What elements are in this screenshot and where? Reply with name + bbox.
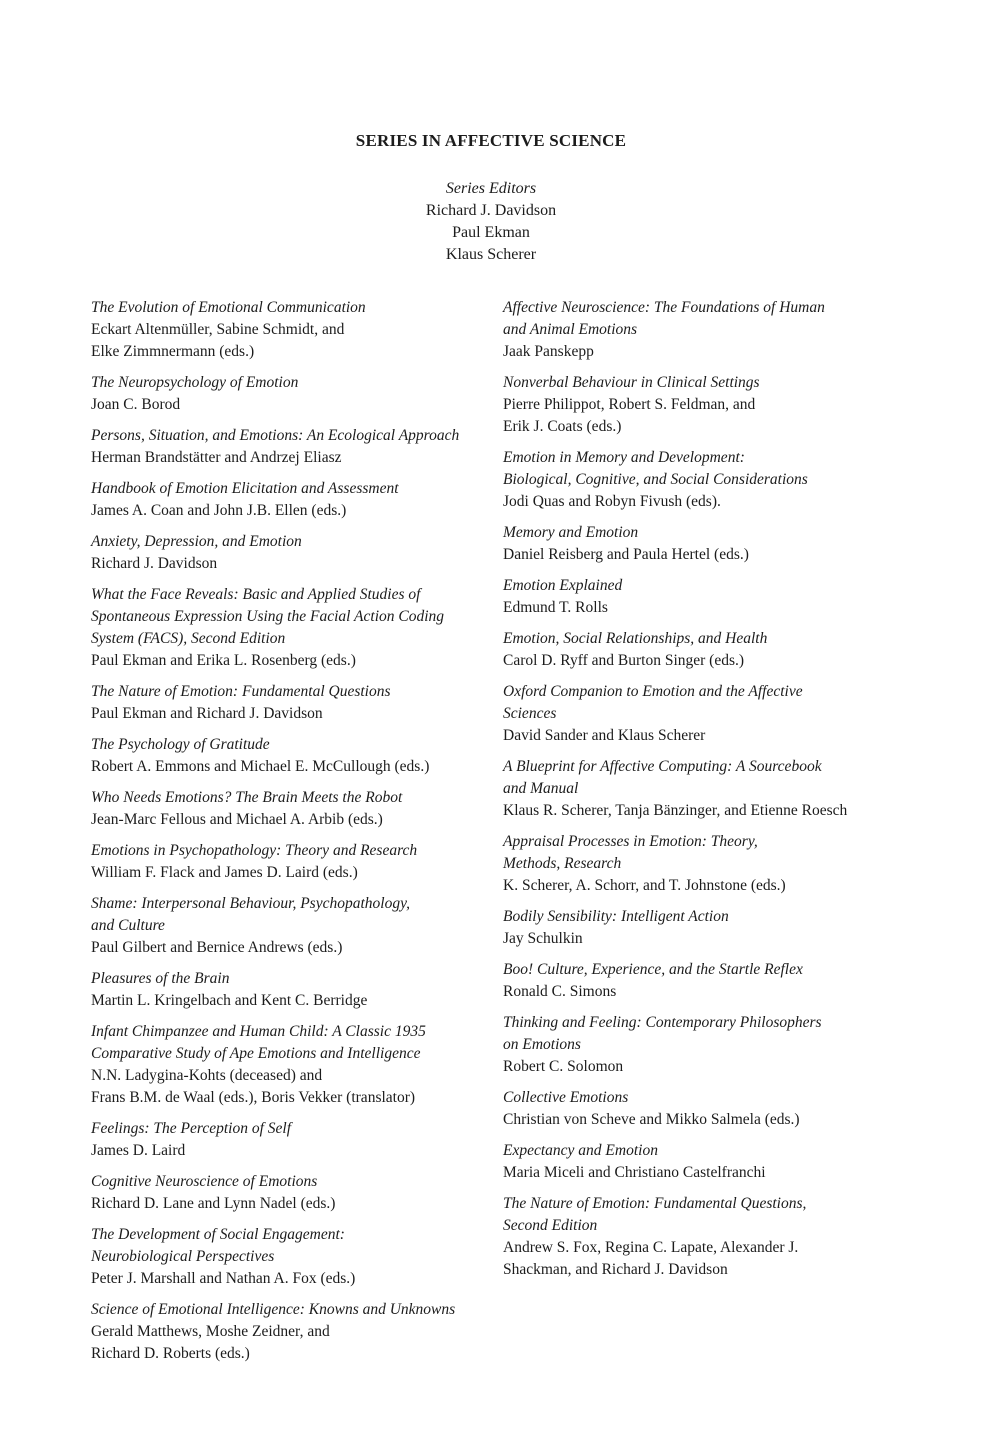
book-authors: Carol D. Ryff and Burton Singer (eds.) bbox=[503, 652, 745, 669]
series-editors bbox=[0, 178, 982, 266]
book-entry bbox=[503, 575, 903, 619]
book-entry bbox=[503, 1087, 903, 1131]
book-entry bbox=[91, 968, 486, 1012]
book-title: What the Face Reveals: Basic and Applied Studies of Spontaneous Expression Using the Facial Action Coding System (FACS), Second Edition bbox=[91, 586, 445, 647]
book-entry bbox=[91, 531, 486, 575]
book-title: Who Needs Emotions? The Brain Meets the Robot bbox=[91, 789, 403, 806]
book-authors: Pierre Philippot, Robert S. Feldman, and Erik J. Coats (eds.) bbox=[503, 396, 756, 435]
book-entry bbox=[91, 584, 486, 672]
book-title: Affective Neuroscience: The Foundations of Human and Animal Emotions bbox=[503, 299, 825, 338]
book-entry bbox=[91, 840, 486, 884]
book-authors: Martin L. Kringelbach and Kent C. Berridge bbox=[91, 992, 368, 1009]
book-title: Cognitive Neuroscience of Emotions bbox=[91, 1173, 318, 1190]
book-entry bbox=[91, 1171, 486, 1215]
book-title: Handbook of Emotion Elicitation and Assessment bbox=[91, 480, 399, 497]
book-entry bbox=[91, 425, 486, 469]
series-editor: Klaus Scherer bbox=[445, 246, 537, 263]
book-authors: Robert C. Solomon bbox=[503, 1058, 624, 1075]
book-authors: Jay Schulkin bbox=[503, 930, 583, 947]
book-authors: Paul Ekman and Erika L. Rosenberg (eds.) bbox=[91, 652, 356, 669]
book-entry bbox=[91, 787, 486, 831]
book-entry bbox=[503, 1012, 903, 1078]
book-title: Thinking and Feeling: Contemporary Philosophers on Emotions bbox=[503, 1014, 822, 1053]
book-authors: Robert A. Emmons and Michael E. McCullough (eds.) bbox=[91, 758, 430, 775]
book-authors: Joan C. Borod bbox=[91, 396, 181, 413]
book-title: Science of Emotional Intelligence: Knowns and Unknowns bbox=[91, 1301, 456, 1318]
book-authors: Herman Brandstätter and Andrzej Eliasz bbox=[91, 449, 342, 466]
book-authors: Jodi Quas and Robyn Fivush (eds). bbox=[503, 493, 721, 510]
book-authors: William F. Flack and James D. Laird (eds.) bbox=[91, 864, 358, 881]
book-title: Boo! Culture, Experience, and the Startle Reflex bbox=[503, 961, 803, 978]
book-authors: James A. Coan and John J.B. Ellen (eds.) bbox=[91, 502, 347, 519]
book-title: A Blueprint for Affective Computing: A Sourcebook and Manual bbox=[503, 758, 822, 797]
book-authors: Maria Miceli and Christiano Castelfranchi bbox=[503, 1164, 766, 1181]
book-title: Bodily Sensibility: Intelligent Action bbox=[503, 908, 729, 925]
book-entry bbox=[91, 1299, 486, 1365]
book-title: The Evolution of Emotional Communication bbox=[91, 299, 366, 316]
book-title: Memory and Emotion bbox=[503, 524, 639, 541]
series-editor: Richard J. Davidson bbox=[425, 202, 557, 219]
book-title: Emotion, Social Relationships, and Health bbox=[503, 630, 768, 647]
right-book-list bbox=[503, 297, 903, 1290]
book-authors: Peter J. Marshall and Nathan A. Fox (eds.) bbox=[91, 1270, 356, 1287]
book-entry bbox=[503, 628, 903, 672]
book-authors: Paul Ekman and Richard J. Davidson bbox=[91, 705, 323, 722]
book-entry bbox=[503, 681, 903, 747]
book-title: Anxiety, Depression, and Emotion bbox=[91, 533, 302, 550]
series-editor: Paul Ekman bbox=[452, 224, 530, 241]
book-authors: Jean-Marc Fellous and Michael A. Arbib (eds.) bbox=[91, 811, 383, 828]
book-title: Emotion Explained bbox=[503, 577, 623, 594]
series-editors-label: Series Editors bbox=[445, 180, 537, 197]
book-authors: James D. Laird bbox=[91, 1142, 186, 1159]
book-entry bbox=[91, 893, 486, 959]
book-entry bbox=[503, 959, 903, 1003]
book-title: The Nature of Emotion: Fundamental Questions bbox=[91, 683, 391, 700]
book-authors: Jaak Panskepp bbox=[503, 343, 594, 360]
book-entry bbox=[503, 831, 903, 897]
book-title: Appraisal Processes in Emotion: Theory, Methods, Research bbox=[503, 833, 758, 872]
book-authors: Edmund T. Rolls bbox=[503, 599, 608, 616]
book-title: Persons, Situation, and Emotions: An Ecological Approach bbox=[91, 427, 460, 444]
book-title: The Psychology of Gratitude bbox=[91, 736, 270, 753]
book-authors: K. Scherer, A. Schorr, and T. Johnstone (eds.) bbox=[503, 877, 786, 894]
series-title: SERIES IN AFFECTIVE SCIENCE bbox=[355, 131, 627, 150]
book-authors: Richard J. Davidson bbox=[91, 555, 218, 572]
book-title: The Nature of Emotion: Fundamental Questions, Second Edition bbox=[503, 1195, 807, 1234]
book-title: Shame: Interpersonal Behaviour, Psychopathology, and Culture bbox=[91, 895, 410, 934]
book-entry bbox=[91, 734, 486, 778]
book-authors: Paul Gilbert and Bernice Andrews (eds.) bbox=[91, 939, 343, 956]
book-title: Emotion in Memory and Development: Biological, Cognitive, and Social Considerations bbox=[503, 449, 808, 488]
book-entry bbox=[91, 1224, 486, 1290]
book-entry bbox=[91, 1021, 486, 1109]
book-entry bbox=[503, 906, 903, 950]
book-authors: David Sander and Klaus Scherer bbox=[503, 727, 706, 744]
book-authors: Christian von Scheve and Mikko Salmela (eds.) bbox=[503, 1111, 800, 1128]
book-authors: Klaus R. Scherer, Tanja Bänzinger, and Etienne Roesch bbox=[503, 802, 848, 819]
book-entry bbox=[503, 756, 903, 822]
book-title: The Neuropsychology of Emotion bbox=[91, 374, 299, 391]
book-authors: Richard D. Lane and Lynn Nadel (eds.) bbox=[91, 1195, 336, 1212]
book-authors: Ronald C. Simons bbox=[503, 983, 617, 1000]
book-entry bbox=[91, 681, 486, 725]
book-authors: Andrew S. Fox, Regina C. Lapate, Alexander J. Shackman, and Richard J. Davidson bbox=[503, 1239, 799, 1278]
book-title: Oxford Companion to Emotion and the Affective Sciences bbox=[503, 683, 803, 722]
book-entry bbox=[503, 1193, 903, 1281]
book-authors: Gerald Matthews, Moshe Zeidner, and Richard D. Roberts (eds.) bbox=[91, 1323, 330, 1362]
book-entry bbox=[503, 1140, 903, 1184]
book-entry bbox=[503, 522, 903, 566]
book-entry bbox=[503, 372, 903, 438]
book-authors: N.N. Ladygina-Kohts (deceased) and Frans B.M. de Waal (eds.), Boris Vekker (translator) bbox=[91, 1067, 416, 1106]
book-title: Nonverbal Behaviour in Clinical Settings bbox=[503, 374, 760, 391]
left-book-list bbox=[91, 297, 486, 1374]
book-title: Emotions in Psychopathology: Theory and Research bbox=[91, 842, 418, 859]
book-entry bbox=[91, 478, 486, 522]
book-title: The Development of Social Engagement: Neurobiological Perspectives bbox=[91, 1226, 345, 1265]
book-authors: Eckart Altenmüller, Sabine Schmidt, and Elke Zimmnermann (eds.) bbox=[91, 321, 345, 360]
book-title: Infant Chimpanzee and Human Child: A Classic 1935 Comparative Study of Ape Emotions and Intelligence bbox=[91, 1023, 426, 1062]
book-title: Expectancy and Emotion bbox=[503, 1142, 658, 1159]
book-title: Pleasures of the Brain bbox=[91, 970, 230, 987]
book-authors: Daniel Reisberg and Paula Hertel (eds.) bbox=[503, 546, 749, 563]
book-title: Feelings: The Perception of Self bbox=[91, 1120, 292, 1137]
book-entry bbox=[91, 1118, 486, 1162]
book-title: Collective Emotions bbox=[503, 1089, 629, 1106]
book-entry bbox=[91, 372, 486, 416]
book-entry bbox=[91, 297, 486, 363]
book-entry bbox=[503, 447, 903, 513]
book-entry bbox=[503, 297, 903, 363]
